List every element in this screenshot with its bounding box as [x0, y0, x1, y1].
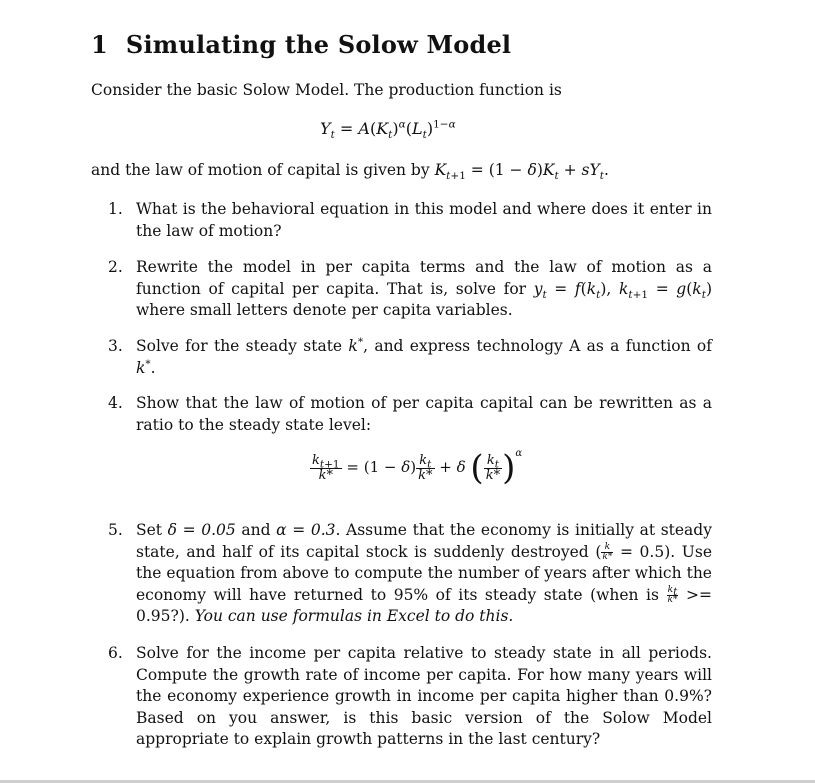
question-1: 1. What is the behavioral equation in this model and where does it enter in the law of motion? [108, 200, 712, 240]
question-4: 4. Show that the law of motion of per capita capital can be rewritten as a ratio to the steady state level: [108, 394, 712, 434]
question-5: 5. Set δ = 0.05 and α = 0.3. Assume that the economy is initially at steady state, and half of its capital stock is suddenly destroyed ( $\frac{k}{k*}$ = 0.5). Use the equation from above to compute the number of years after which the economy will have returned to 95% of its steady state (when is $\frac{k_t}{k*}$ >= 0.95?). You can use formulas in Excel to do this. [108, 521, 712, 625]
section-heading [91, 30, 511, 59]
ratio-law-of-motion-equation: $\frac{k_{t+1}}{k*}$ = (1 − δ) $\frac{k_t}{k*}$ + δ ( $\frac{k_t}{k*}$ )$^\alpha$ [312, 448, 523, 488]
law-of-motion-equation: $K_{t+1} = (1 - \delta)K_t + sY_t$. [434, 161, 609, 183]
intro-paragraph: Consider the basic Solow Model. The production function is [91, 81, 562, 99]
law-of-motion-line: and the law of motion of capital is given by $K_{t+1} = (1 - \delta)K_t + sY_t$. [91, 161, 609, 183]
section-title: Simulating the Solow Model [125, 30, 512, 59]
section-number: 1 [91, 30, 108, 59]
question-2: 2. Rewrite the model in per capita terms and the law of motion as a function of capital per capita. That is, solve for $y_t = f(k_t)$, $k_{t+1} = g(k_t)$ where small letters denote per capita variables. [108, 258, 712, 319]
question-6: 6. Solve for the income per capita relative to steady state in all periods. Compute the growth rate of income per capita. For how many years will the economy experience growth in income per capita higher than 0.9%? Based on you answer, is this basic version of the Solow Model appropriate to explain growth patterns in the last century? [108, 644, 712, 748]
production-function-equation: $Y_t = A(K_t)^\alpha(L_t)^{1-\alpha}$ [320, 118, 456, 142]
question-3: 3. Solve for the steady state k*, and express technology A as a function of k*. [108, 335, 712, 377]
